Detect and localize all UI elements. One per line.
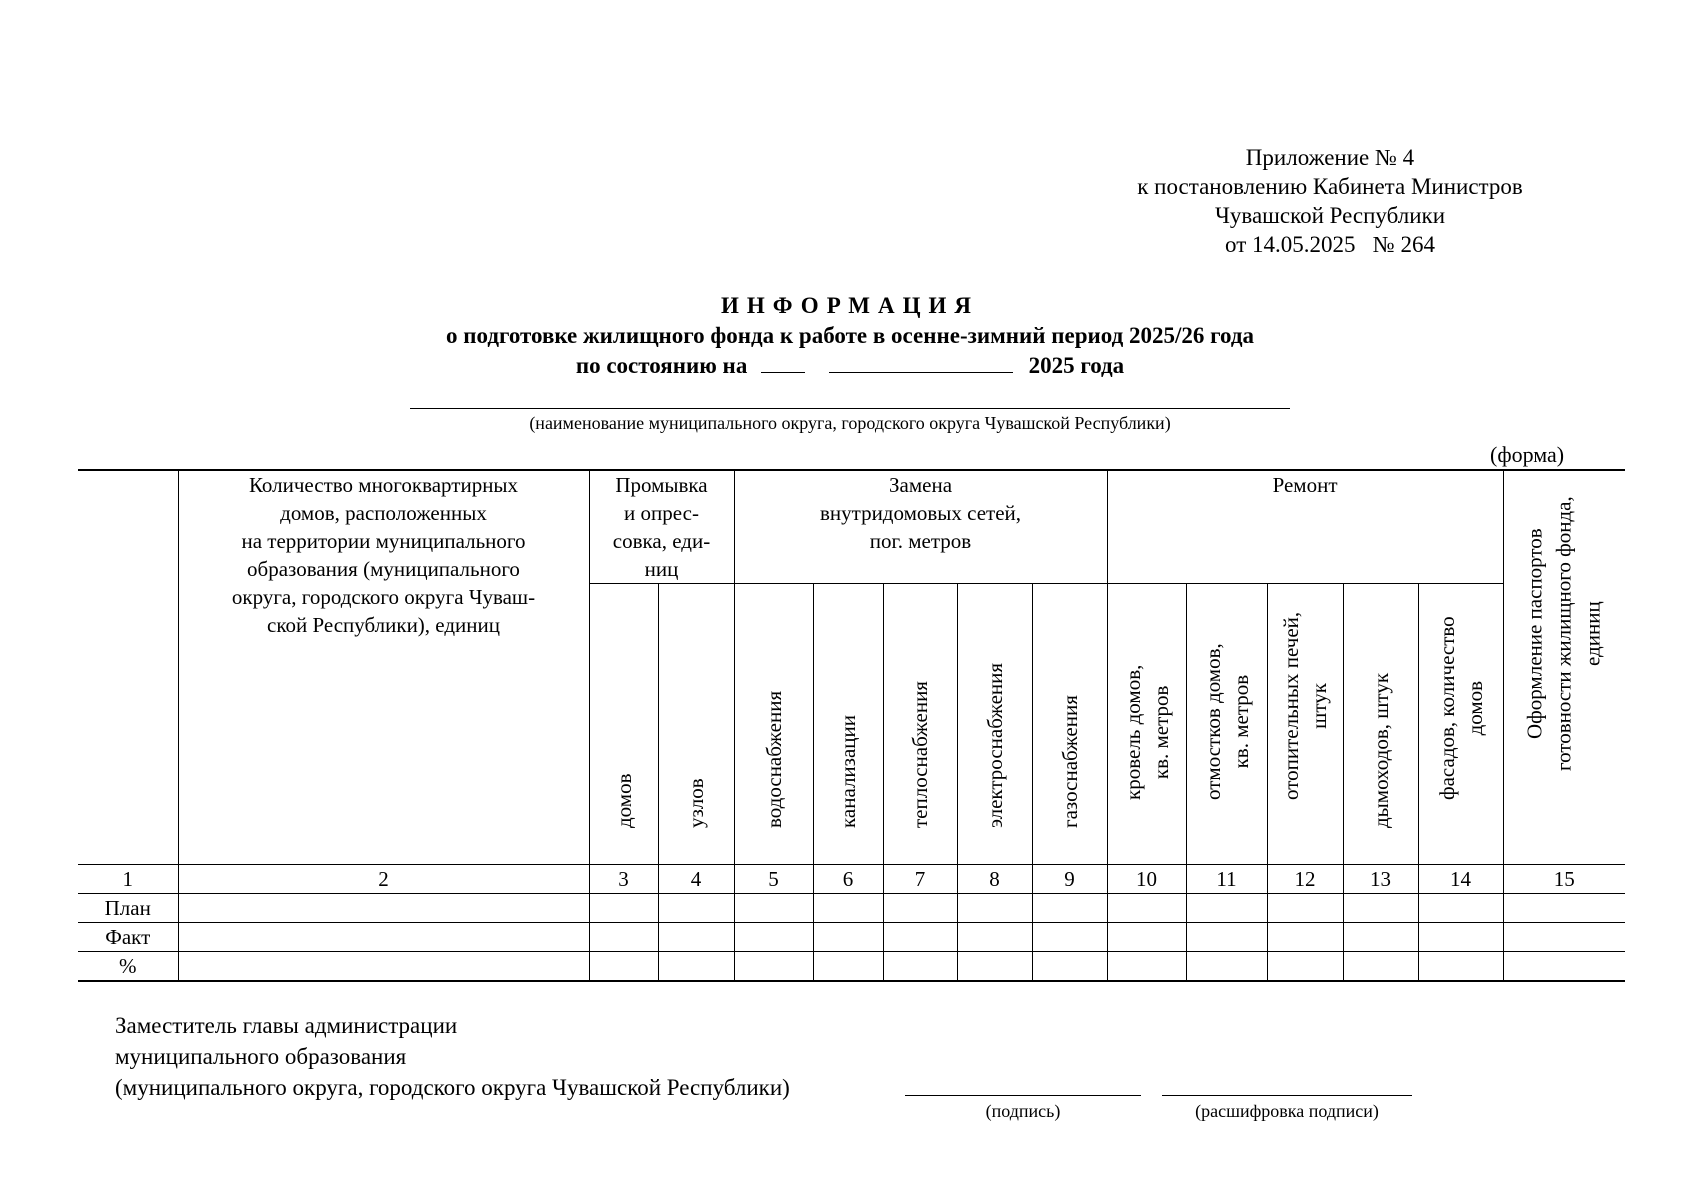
- table-row-fact: [78, 923, 1625, 952]
- table-cell[interactable]: [658, 894, 734, 923]
- document-subtitle: о подготовке жилищного фонда к работе в осенне-зимний период 2025/26 года: [445, 323, 1254, 348]
- signature-decode-caption: (расшифровка подписи): [1195, 1101, 1379, 1121]
- subheader-chimneys: дымоходов, штук: [1343, 584, 1418, 865]
- day-blank: [761, 352, 805, 373]
- document-date-line: [300, 352, 1400, 379]
- form-label: (форма): [1490, 442, 1565, 467]
- subheader-stoves: отопительных печей, штук: [1267, 584, 1343, 865]
- subheader-blind-areas: отмостков домов, кв. метров: [1186, 584, 1267, 865]
- table-cell[interactable]: [1503, 952, 1625, 982]
- header-col-2: Количество многоквартирных домов, расположенных на территории муниципального образования (муниципального округа, городского округа Чуваш- ской Республики), единиц: [178, 470, 589, 865]
- appendix-line: Чувашской Республики: [1214, 203, 1446, 228]
- table-cell[interactable]: [1343, 894, 1418, 923]
- column-number: 14: [1418, 865, 1503, 894]
- appendix-line: от 14.05.2025 № 264: [1225, 232, 1435, 257]
- date-suffix: 2025 года: [1028, 353, 1125, 378]
- table-cell[interactable]: [1267, 894, 1343, 923]
- table-cell[interactable]: [957, 894, 1032, 923]
- table-cell[interactable]: [1503, 894, 1625, 923]
- header-flushing: Промывка и опрес- совка, еди- ниц: [589, 470, 734, 584]
- table-cell[interactable]: [589, 952, 658, 982]
- signature-line: (муниципального округа, городского округа Чувашской Республики): [115, 1075, 790, 1100]
- table-cell[interactable]: [1107, 923, 1186, 952]
- table-cell[interactable]: [1418, 952, 1503, 982]
- appendix-block: [1100, 143, 1560, 259]
- header-passports: Оформление паспортов готовности жилищного фонда, единиц: [1503, 470, 1625, 865]
- municipality-caption: (наименование муниципального округа, городского округа Чувашской Республики): [529, 413, 1171, 433]
- column-number: 11: [1186, 865, 1267, 894]
- table-cell[interactable]: [1032, 894, 1107, 923]
- subheader-water: водоснабжения: [734, 584, 813, 865]
- signature-block: [115, 1010, 790, 1103]
- header-repair: Ремонт: [1107, 470, 1503, 584]
- table-cell[interactable]: [1032, 923, 1107, 952]
- table-cell[interactable]: [178, 894, 589, 923]
- subheader-houses: домов: [589, 584, 658, 865]
- subheader-heat: теплоснабжения: [883, 584, 957, 865]
- row-label: %: [78, 952, 178, 982]
- table-cell[interactable]: [813, 923, 883, 952]
- table-cell[interactable]: [1343, 923, 1418, 952]
- column-number: 10: [1107, 865, 1186, 894]
- header-col-1: [78, 470, 178, 865]
- municipality-name-line: [410, 408, 1290, 409]
- subheader-nodes: узлов: [658, 584, 734, 865]
- table-cell[interactable]: [883, 952, 957, 982]
- signature-decode-underline[interactable]: [1162, 1095, 1412, 1096]
- table-cell[interactable]: [589, 923, 658, 952]
- table-cell[interactable]: [1418, 923, 1503, 952]
- table-cell[interactable]: [178, 952, 589, 982]
- table-cell[interactable]: [883, 923, 957, 952]
- table-cell[interactable]: [1267, 952, 1343, 982]
- table-cell[interactable]: [883, 894, 957, 923]
- table-cell[interactable]: [813, 894, 883, 923]
- column-number-row: [78, 865, 1625, 894]
- date-prefix: по состоянию на: [575, 353, 748, 378]
- column-number: 12: [1267, 865, 1343, 894]
- column-number: 7: [883, 865, 957, 894]
- signature-underline[interactable]: [905, 1095, 1141, 1096]
- column-number: 2: [178, 865, 589, 894]
- report-table: [78, 469, 1625, 982]
- signature-line: муниципального образования: [115, 1044, 407, 1069]
- table-cell[interactable]: [1186, 952, 1267, 982]
- table-cell[interactable]: [1503, 923, 1625, 952]
- table-row-percent: [78, 952, 1625, 982]
- table-cell[interactable]: [658, 952, 734, 982]
- column-number: 8: [957, 865, 1032, 894]
- row-label: Факт: [78, 923, 178, 952]
- table-cell[interactable]: [589, 894, 658, 923]
- header-replacement: Замена внутридомовых сетей, пог. метров: [734, 470, 1107, 584]
- column-number: 1: [78, 865, 178, 894]
- table-cell[interactable]: [1186, 894, 1267, 923]
- table-cell[interactable]: [957, 952, 1032, 982]
- appendix-line: Приложение № 4: [1245, 145, 1415, 170]
- table-cell[interactable]: [1343, 952, 1418, 982]
- table-row-plan: [78, 894, 1625, 923]
- signature-caption: (подпись): [985, 1101, 1061, 1121]
- row-label: План: [78, 894, 178, 923]
- appendix-line: к постановлению Кабинета Министров: [1137, 174, 1523, 199]
- subheader-sewer: канализации: [813, 584, 883, 865]
- table-cell[interactable]: [734, 952, 813, 982]
- table-cell[interactable]: [957, 923, 1032, 952]
- column-number: 4: [658, 865, 734, 894]
- column-number: 9: [1032, 865, 1107, 894]
- column-number: 6: [813, 865, 883, 894]
- month-blank: [829, 352, 1013, 373]
- column-number: 5: [734, 865, 813, 894]
- column-number: 3: [589, 865, 658, 894]
- subheader-gas: газоснабжения: [1032, 584, 1107, 865]
- table-cell[interactable]: [1032, 952, 1107, 982]
- table-cell[interactable]: [1418, 894, 1503, 923]
- signature-line: Заместитель главы администрации: [115, 1013, 458, 1038]
- table-cell[interactable]: [734, 894, 813, 923]
- table-cell[interactable]: [813, 952, 883, 982]
- table-cell[interactable]: [178, 923, 589, 952]
- table-cell[interactable]: [1267, 923, 1343, 952]
- table-cell[interactable]: [1186, 923, 1267, 952]
- table-cell[interactable]: [658, 923, 734, 952]
- subheader-electric: электроснабжения: [957, 584, 1032, 865]
- table-cell[interactable]: [734, 923, 813, 952]
- document-title: ИНФОРМАЦИЯ: [720, 293, 980, 318]
- table-cell[interactable]: [1107, 894, 1186, 923]
- subheader-facades: фасадов, количество домов: [1418, 584, 1503, 865]
- column-number: 15: [1503, 865, 1625, 894]
- column-number: 13: [1343, 865, 1418, 894]
- table-cell[interactable]: [1107, 952, 1186, 982]
- subheader-roofs: кровель домов, кв. метров: [1107, 584, 1186, 865]
